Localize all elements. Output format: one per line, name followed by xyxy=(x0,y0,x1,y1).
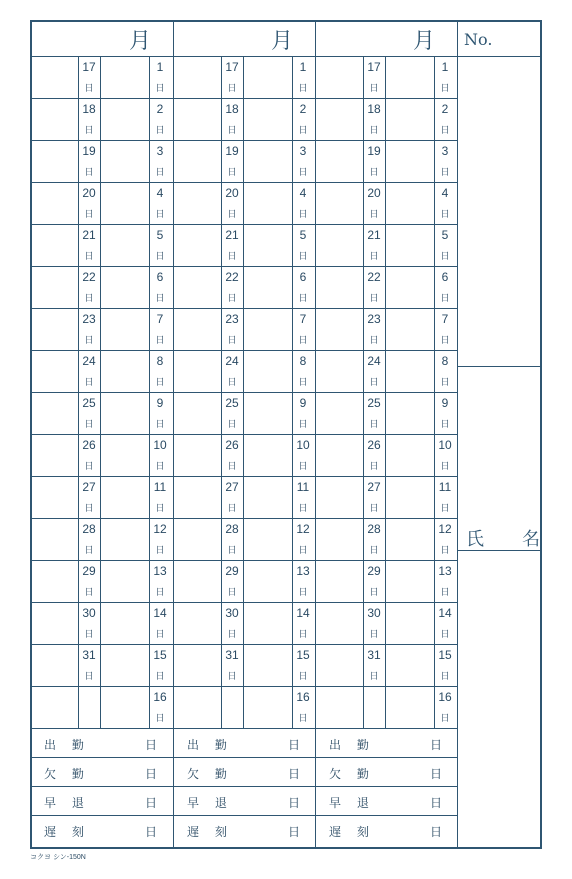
day-suffix: 日 xyxy=(84,294,94,304)
day-suffix: 日 xyxy=(298,546,308,556)
day-suffix: 日 xyxy=(84,462,94,472)
day-suffix: 日 xyxy=(155,168,165,178)
day-number: 29 xyxy=(82,564,96,578)
day-suffix: 日 xyxy=(155,294,165,304)
day-number: 23 xyxy=(367,312,381,326)
day-number: 30 xyxy=(367,606,381,620)
day-suffix: 日 xyxy=(298,336,308,346)
day-suffix: 日 xyxy=(298,672,308,682)
day-number: 28 xyxy=(225,522,239,536)
day-suffix: 日 xyxy=(155,714,165,724)
day-cell-divider xyxy=(243,56,244,728)
day-suffix: 日 xyxy=(440,672,450,682)
day-suffix: 日 xyxy=(440,462,450,472)
summary-column-divider xyxy=(173,728,174,849)
day-number: 20 xyxy=(82,186,96,200)
day-number: 12 xyxy=(438,522,452,536)
day-suffix: 日 xyxy=(440,378,450,388)
day-number: 25 xyxy=(225,396,239,410)
day-number: 26 xyxy=(367,438,381,452)
summary-unit: 日 xyxy=(430,796,443,810)
day-cell-divider xyxy=(385,56,386,728)
summary-unit: 日 xyxy=(145,738,158,752)
day-suffix: 日 xyxy=(155,252,165,262)
day-suffix: 日 xyxy=(440,630,450,640)
day-number: 23 xyxy=(82,312,96,326)
day-number: 1 xyxy=(299,60,307,74)
day-suffix: 日 xyxy=(298,378,308,388)
day-cell-divider xyxy=(100,56,101,728)
day-number: 31 xyxy=(82,648,96,662)
month-column-divider xyxy=(173,20,174,728)
day-suffix: 日 xyxy=(227,336,237,346)
month-column-divider xyxy=(315,20,316,728)
day-number: 14 xyxy=(438,606,452,620)
day-suffix: 日 xyxy=(227,210,237,220)
day-number: 26 xyxy=(225,438,239,452)
day-suffix: 日 xyxy=(369,630,379,640)
header-divider xyxy=(30,56,542,57)
day-suffix: 日 xyxy=(369,294,379,304)
product-code: コクヨ シン-150N xyxy=(30,854,86,861)
summary-label: 欠 勤 xyxy=(329,767,375,781)
right-panel-divider xyxy=(457,20,458,849)
day-number: 22 xyxy=(225,270,239,284)
summary-label: 出 勤 xyxy=(44,738,90,752)
day-suffix: 日 xyxy=(440,210,450,220)
day-suffix: 日 xyxy=(155,336,165,346)
day-number: 13 xyxy=(153,564,167,578)
name-label xyxy=(466,525,540,551)
day-number: 18 xyxy=(367,102,381,116)
day-number: 5 xyxy=(299,228,307,242)
day-number: 7 xyxy=(156,312,164,326)
day-suffix: 日 xyxy=(369,378,379,388)
day-suffix: 日 xyxy=(84,126,94,136)
day-suffix: 日 xyxy=(84,546,94,556)
day-number: 9 xyxy=(299,396,307,410)
summary-unit: 日 xyxy=(288,738,301,752)
day-suffix: 日 xyxy=(155,420,165,430)
day-number: 6 xyxy=(156,270,164,284)
month-header-3 xyxy=(315,22,457,56)
day-number: 20 xyxy=(225,186,239,200)
day-suffix: 日 xyxy=(155,504,165,514)
day-suffix: 日 xyxy=(227,420,237,430)
summary-label: 遅 刻 xyxy=(329,825,375,839)
summary-unit: 日 xyxy=(288,767,301,781)
summary-row-divider xyxy=(30,786,457,787)
day-number: 8 xyxy=(441,354,449,368)
summary-label: 出 勤 xyxy=(329,738,375,752)
summary-unit: 日 xyxy=(430,738,443,752)
day-number: 28 xyxy=(82,522,96,536)
day-number: 14 xyxy=(296,606,310,620)
day-cell-divider xyxy=(363,56,364,728)
day-suffix: 日 xyxy=(155,210,165,220)
day-suffix: 日 xyxy=(84,588,94,598)
right-panel-divider-2 xyxy=(457,550,542,551)
summary-row-divider xyxy=(30,757,457,758)
month-label: 月 xyxy=(412,28,435,54)
summary-label: 出 勤 xyxy=(187,738,233,752)
day-number: 12 xyxy=(296,522,310,536)
day-suffix: 日 xyxy=(440,714,450,724)
day-number: 4 xyxy=(441,186,449,200)
summary-unit: 日 xyxy=(288,796,301,810)
day-number: 6 xyxy=(299,270,307,284)
day-number: 30 xyxy=(225,606,239,620)
day-number: 1 xyxy=(156,60,164,74)
time-card xyxy=(30,20,542,849)
day-number: 22 xyxy=(367,270,381,284)
day-suffix: 日 xyxy=(155,126,165,136)
day-number: 24 xyxy=(367,354,381,368)
day-suffix: 日 xyxy=(155,630,165,640)
summary-unit: 日 xyxy=(145,825,158,839)
day-suffix: 日 xyxy=(84,210,94,220)
day-suffix: 日 xyxy=(369,126,379,136)
day-number: 11 xyxy=(438,480,452,494)
day-suffix: 日 xyxy=(227,546,237,556)
day-suffix: 日 xyxy=(369,252,379,262)
month-header-2 xyxy=(173,22,315,56)
day-number: 15 xyxy=(153,648,167,662)
day-suffix: 日 xyxy=(227,462,237,472)
day-suffix: 日 xyxy=(298,252,308,262)
day-cell-divider xyxy=(434,56,435,728)
summary-column-divider xyxy=(315,728,316,849)
day-number: 30 xyxy=(82,606,96,620)
day-suffix: 日 xyxy=(298,714,308,724)
day-suffix: 日 xyxy=(84,84,94,94)
day-suffix: 日 xyxy=(369,84,379,94)
day-suffix: 日 xyxy=(369,168,379,178)
day-number: 27 xyxy=(225,480,239,494)
day-suffix: 日 xyxy=(227,294,237,304)
day-number: 3 xyxy=(299,144,307,158)
day-number: 18 xyxy=(225,102,239,116)
day-suffix: 日 xyxy=(440,294,450,304)
day-suffix: 日 xyxy=(369,210,379,220)
day-suffix: 日 xyxy=(369,336,379,346)
summary-label: 欠 勤 xyxy=(44,767,90,781)
day-number: 22 xyxy=(82,270,96,284)
day-suffix: 日 xyxy=(298,126,308,136)
day-suffix: 日 xyxy=(440,126,450,136)
day-number: 19 xyxy=(82,144,96,158)
day-number: 5 xyxy=(156,228,164,242)
month-label: 月 xyxy=(128,28,151,54)
summary-row-divider xyxy=(30,815,457,816)
right-panel-divider-1 xyxy=(457,366,542,367)
day-number: 23 xyxy=(225,312,239,326)
day-suffix: 日 xyxy=(298,462,308,472)
day-number: 19 xyxy=(367,144,381,158)
day-number: 10 xyxy=(153,438,167,452)
day-suffix: 日 xyxy=(227,630,237,640)
day-number: 20 xyxy=(367,186,381,200)
day-suffix: 日 xyxy=(298,504,308,514)
day-suffix: 日 xyxy=(84,630,94,640)
day-number: 5 xyxy=(441,228,449,242)
day-suffix: 日 xyxy=(369,504,379,514)
day-suffix: 日 xyxy=(227,672,237,682)
day-number: 3 xyxy=(156,144,164,158)
day-cell-divider xyxy=(78,56,79,728)
summary-label: 遅 刻 xyxy=(44,825,90,839)
summary-label: 欠 勤 xyxy=(187,767,233,781)
summary-unit: 日 xyxy=(430,825,443,839)
day-number: 14 xyxy=(153,606,167,620)
day-number: 17 xyxy=(225,60,239,74)
day-suffix: 日 xyxy=(298,420,308,430)
day-suffix: 日 xyxy=(440,168,450,178)
day-number: 21 xyxy=(82,228,96,242)
day-number: 8 xyxy=(299,354,307,368)
day-number: 6 xyxy=(441,270,449,284)
day-suffix: 日 xyxy=(84,504,94,514)
day-suffix: 日 xyxy=(369,588,379,598)
day-suffix: 日 xyxy=(84,420,94,430)
day-suffix: 日 xyxy=(440,336,450,346)
day-number: 4 xyxy=(156,186,164,200)
day-suffix: 日 xyxy=(84,252,94,262)
day-number: 4 xyxy=(299,186,307,200)
summary-label: 早 退 xyxy=(329,796,375,810)
day-number: 2 xyxy=(441,102,449,116)
day-suffix: 日 xyxy=(298,294,308,304)
day-number: 19 xyxy=(225,144,239,158)
summary-label: 遅 刻 xyxy=(187,825,233,839)
day-suffix: 日 xyxy=(155,546,165,556)
day-suffix: 日 xyxy=(227,588,237,598)
summary-unit: 日 xyxy=(145,767,158,781)
day-number: 3 xyxy=(441,144,449,158)
day-number: 11 xyxy=(153,480,167,494)
summary-label: 早 退 xyxy=(187,796,233,810)
day-suffix: 日 xyxy=(298,588,308,598)
day-suffix: 日 xyxy=(155,84,165,94)
month-header-1 xyxy=(30,22,173,56)
day-number: 24 xyxy=(225,354,239,368)
day-suffix: 日 xyxy=(227,252,237,262)
day-row-divider xyxy=(30,728,457,729)
day-suffix: 日 xyxy=(369,672,379,682)
day-number: 1 xyxy=(441,60,449,74)
day-suffix: 日 xyxy=(440,504,450,514)
month-label: 月 xyxy=(270,28,293,54)
day-suffix: 日 xyxy=(298,210,308,220)
day-suffix: 日 xyxy=(298,168,308,178)
day-number: 25 xyxy=(367,396,381,410)
day-number: 17 xyxy=(82,60,96,74)
summary-unit: 日 xyxy=(430,767,443,781)
day-cell-divider xyxy=(149,56,150,728)
day-number: 16 xyxy=(296,690,310,704)
day-number: 16 xyxy=(438,690,452,704)
day-number: 11 xyxy=(296,480,310,494)
day-suffix: 日 xyxy=(155,462,165,472)
summary-unit: 日 xyxy=(288,825,301,839)
day-suffix: 日 xyxy=(227,378,237,388)
day-suffix: 日 xyxy=(440,252,450,262)
card-number-label: No. xyxy=(464,30,493,49)
day-suffix: 日 xyxy=(369,420,379,430)
day-suffix: 日 xyxy=(369,546,379,556)
day-cell-divider xyxy=(221,56,222,728)
day-number: 7 xyxy=(299,312,307,326)
day-suffix: 日 xyxy=(155,588,165,598)
day-suffix: 日 xyxy=(227,84,237,94)
day-number: 18 xyxy=(82,102,96,116)
day-suffix: 日 xyxy=(440,546,450,556)
summary-unit: 日 xyxy=(145,796,158,810)
day-number: 25 xyxy=(82,396,96,410)
day-number: 27 xyxy=(367,480,381,494)
day-number: 12 xyxy=(153,522,167,536)
name-label-char-1: 氏 xyxy=(466,529,484,550)
day-number: 29 xyxy=(225,564,239,578)
day-suffix: 日 xyxy=(84,378,94,388)
day-number: 24 xyxy=(82,354,96,368)
day-number: 10 xyxy=(438,438,452,452)
day-number: 15 xyxy=(296,648,310,662)
day-suffix: 日 xyxy=(84,672,94,682)
day-number: 9 xyxy=(441,396,449,410)
day-number: 13 xyxy=(438,564,452,578)
day-suffix: 日 xyxy=(155,378,165,388)
day-number: 17 xyxy=(367,60,381,74)
day-suffix: 日 xyxy=(84,168,94,178)
day-suffix: 日 xyxy=(369,462,379,472)
day-number: 9 xyxy=(156,396,164,410)
day-suffix: 日 xyxy=(440,588,450,598)
day-suffix: 日 xyxy=(227,168,237,178)
day-number: 13 xyxy=(296,564,310,578)
day-number: 10 xyxy=(296,438,310,452)
summary-label: 早 退 xyxy=(44,796,90,810)
day-suffix: 日 xyxy=(440,84,450,94)
day-number: 26 xyxy=(82,438,96,452)
day-number: 31 xyxy=(225,648,239,662)
day-suffix: 日 xyxy=(298,84,308,94)
day-number: 31 xyxy=(367,648,381,662)
day-number: 29 xyxy=(367,564,381,578)
day-number: 21 xyxy=(367,228,381,242)
day-suffix: 日 xyxy=(298,630,308,640)
day-number: 2 xyxy=(156,102,164,116)
name-label-char-2: 名 xyxy=(522,529,540,550)
day-number: 27 xyxy=(82,480,96,494)
day-number: 15 xyxy=(438,648,452,662)
day-cell-divider xyxy=(292,56,293,728)
day-suffix: 日 xyxy=(84,336,94,346)
day-number: 28 xyxy=(367,522,381,536)
day-number: 21 xyxy=(225,228,239,242)
day-number: 8 xyxy=(156,354,164,368)
day-suffix: 日 xyxy=(440,420,450,430)
day-number: 7 xyxy=(441,312,449,326)
day-number: 16 xyxy=(153,690,167,704)
day-number: 2 xyxy=(299,102,307,116)
day-suffix: 日 xyxy=(227,504,237,514)
day-suffix: 日 xyxy=(155,672,165,682)
day-suffix: 日 xyxy=(227,126,237,136)
